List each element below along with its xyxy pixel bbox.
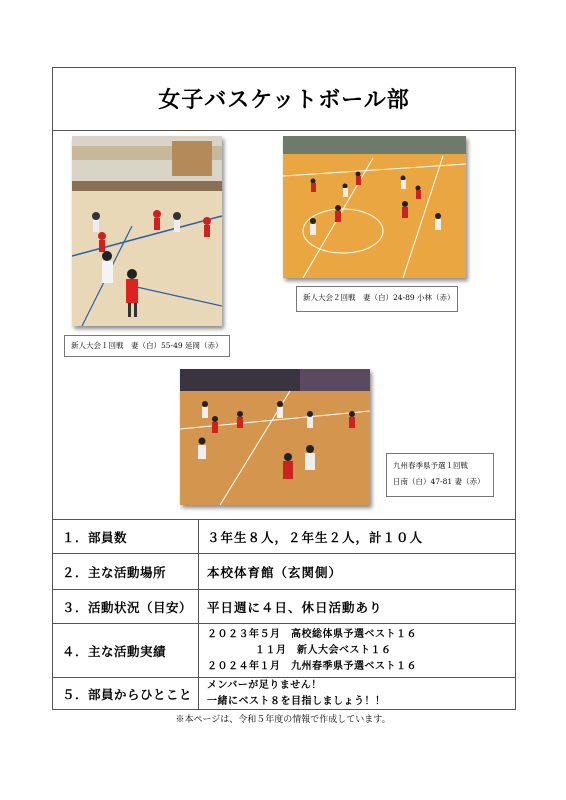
info-value-line: ２０２４年１月 九州春季県予選ベスト１６ bbox=[207, 660, 417, 672]
info-value-line: 本校体育館（玄関側） bbox=[207, 564, 343, 580]
info-value bbox=[207, 520, 512, 553]
info-label: ２．主な活動場所 bbox=[52, 554, 199, 589]
info-value-line: 平日週に４日、休日活動あり bbox=[207, 599, 383, 615]
info-value-line: ２０２３年５月 高校総体県予選ベスト１６ bbox=[207, 628, 417, 640]
gym-scene-2 bbox=[283, 136, 466, 278]
game-photo-3 bbox=[180, 369, 370, 505]
info-value-line: メンバーが足りません！ bbox=[207, 680, 322, 691]
info-row-activity bbox=[52, 589, 516, 623]
gym-scene-3 bbox=[180, 369, 370, 505]
info-row-members bbox=[52, 519, 516, 553]
page-title: 女子バスケットボール部 bbox=[52, 67, 516, 131]
info-row-achievements bbox=[52, 623, 516, 677]
info-label: ３．活動状況（目安） bbox=[52, 590, 199, 623]
photo-3-caption bbox=[386, 453, 494, 497]
info-row-message bbox=[52, 677, 516, 710]
info-row-location bbox=[52, 553, 516, 589]
info-value bbox=[207, 624, 512, 677]
info-value-line: ３年生８人，２年生２人，計１０人 bbox=[207, 529, 424, 545]
photo-1-caption: 新人大会１回戦 妻（白）55-49 延岡（赤） bbox=[64, 335, 230, 357]
info-value-line: 一緒にベスト８を目指しましょう！！ bbox=[207, 696, 386, 707]
game-photo-1 bbox=[72, 136, 222, 326]
photo-3-caption-line-1: 九州春季県予選１回戦 bbox=[393, 461, 468, 470]
info-label: ５．部員からひとこと bbox=[52, 678, 199, 710]
info-value-line: １１月 新人大会ベスト１６ bbox=[255, 644, 392, 656]
info-value bbox=[207, 678, 512, 710]
info-label: ４．主な活動実績 bbox=[52, 624, 199, 677]
photo-3-caption-line-2: 日南（白）47-81 妻（赤） bbox=[393, 477, 485, 486]
info-value bbox=[207, 590, 512, 623]
info-label: １．部員数 bbox=[52, 520, 199, 553]
gym-scene-1 bbox=[72, 136, 222, 326]
info-value bbox=[207, 554, 512, 589]
photo-2-caption: 新人大会２回戦 妻（白）24-89 小林（赤） bbox=[296, 286, 458, 312]
game-photo-2 bbox=[283, 136, 466, 278]
footnote: ※本ページは、令和５年度の情報で作成しています。 bbox=[175, 715, 391, 725]
